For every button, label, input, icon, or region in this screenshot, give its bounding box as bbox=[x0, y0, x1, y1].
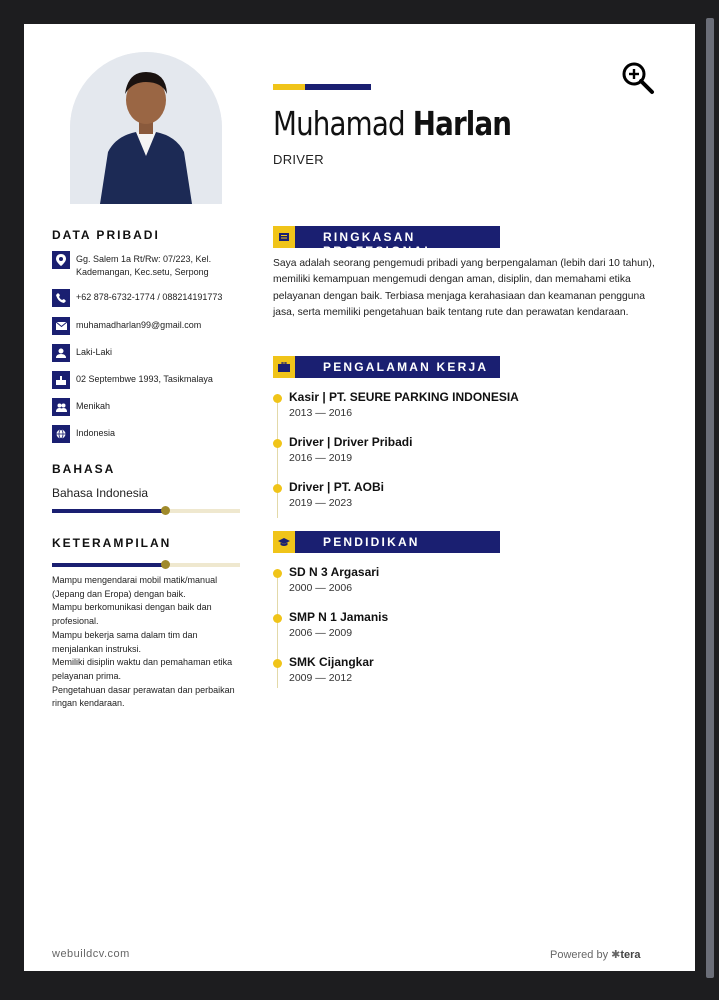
contact-email bbox=[52, 317, 242, 335]
experience-dates: 2013 — 2016 bbox=[289, 407, 353, 419]
skill-item: Mampu bekerja sama dalam tim dan menjalankan instruksi. bbox=[52, 629, 198, 654]
last-name: Harlan bbox=[412, 104, 512, 143]
tera-brand: tera bbox=[620, 949, 641, 961]
skill-level-dot bbox=[161, 560, 170, 569]
timeline-dot bbox=[273, 614, 282, 623]
nationality-text: Indonesia bbox=[76, 428, 116, 438]
profile-photo bbox=[70, 52, 222, 204]
zoom-in-icon[interactable] bbox=[620, 60, 656, 96]
globe-icon bbox=[52, 425, 70, 443]
bahasa-heading: BAHASA bbox=[52, 462, 116, 476]
contact-nationality bbox=[52, 425, 242, 443]
skill-item: Pengetahuan dasar perawatan dan perbaikan ringan kendaraan. bbox=[52, 684, 235, 709]
pendidikan-header bbox=[273, 531, 500, 553]
timeline-dot bbox=[273, 439, 282, 448]
experience-dates: 2016 — 2019 bbox=[289, 452, 353, 464]
language-level-dot bbox=[161, 506, 170, 515]
skill-level-bar bbox=[52, 563, 240, 567]
accent-bar-navy bbox=[305, 84, 371, 90]
skill-item: Mampu mengendarai mobil matik/manual (Jepang dan Eropa) dengan baik. bbox=[52, 575, 218, 599]
powered-by-label: Powered by bbox=[550, 949, 609, 961]
timeline-dot bbox=[273, 394, 282, 403]
first-name: Muhamad bbox=[273, 104, 405, 143]
education-title: SMP N 1 Jamanis bbox=[289, 610, 389, 624]
experience-dates: 2019 — 2023 bbox=[289, 497, 353, 509]
pengalaman-title: PENGALAMAN KERJA bbox=[323, 360, 489, 374]
ringkasan-header bbox=[273, 226, 500, 258]
pendidikan-title: PENDIDIKAN bbox=[323, 535, 420, 549]
briefcase-icon bbox=[273, 356, 295, 378]
experience-title: Driver | PT. AOBi bbox=[289, 480, 384, 494]
scrollbar[interactable] bbox=[706, 18, 714, 978]
education-title: SMK Cijangkar bbox=[289, 655, 374, 669]
graduation-cap-icon bbox=[273, 531, 295, 553]
experience-timeline-line bbox=[277, 394, 278, 518]
summary-icon bbox=[273, 226, 295, 248]
contact-phone bbox=[52, 289, 242, 307]
gender-text: Laki-Laki bbox=[76, 347, 113, 357]
footer-site-link[interactable]: webuildcv.com bbox=[52, 948, 130, 960]
summary-text: Saya adalah seorang pengemudi pribadi yang berpengalaman (lebih dari 10 tahun), memiliki kemampuan mengemudi dengan aman, disiplin, dan memahami etika pelayanan dengan baik. Terbiasa menjaga kerahasiaan dan keamanan pengguna jasa, serta memiliki pengetahuan baik tentang rute dan perawatan kendaraan. bbox=[273, 258, 655, 318]
job-title: DRIVER bbox=[273, 152, 324, 167]
contact-birth bbox=[52, 371, 242, 389]
ringkasan-title: RINGKASAN PROFESIONAL bbox=[323, 230, 434, 258]
email-text: muhamadharlan99@gmail.com bbox=[76, 320, 202, 330]
contact-gender bbox=[52, 344, 242, 362]
education-dates: 2006 — 2009 bbox=[289, 627, 353, 639]
education-dates: 2009 — 2012 bbox=[289, 672, 353, 684]
phone-icon bbox=[52, 289, 70, 307]
pengalaman-header bbox=[273, 356, 500, 378]
experience-title: Driver | Driver Pribadi bbox=[289, 435, 413, 449]
skill-item: Memiliki disiplin waktu dan pemahaman etika pelayanan prima. bbox=[52, 657, 233, 681]
timeline-dot bbox=[273, 569, 282, 578]
skills-list bbox=[52, 574, 242, 711]
person-icon bbox=[52, 344, 70, 362]
people-icon bbox=[52, 398, 70, 416]
language-name: Bahasa Indonesia bbox=[52, 486, 149, 500]
timeline-dot bbox=[273, 484, 282, 493]
experience-title: Kasir | PT. SEURE PARKING INDONESIA bbox=[289, 390, 519, 404]
language-level-fill bbox=[52, 509, 165, 513]
data-pribadi-heading: DATA PRIBADI bbox=[52, 228, 160, 242]
education-timeline-line bbox=[277, 569, 278, 688]
contact-address bbox=[52, 251, 242, 279]
tera-logo-icon: ✱ bbox=[611, 949, 621, 961]
skill-level-fill bbox=[52, 563, 165, 567]
keterampilan-heading: KETERAMPILAN bbox=[52, 536, 172, 550]
birthday-cake-icon bbox=[52, 371, 70, 389]
cv-page bbox=[24, 24, 695, 971]
email-icon bbox=[52, 317, 70, 335]
birth-text: 02 Septembwe 1993, Tasikmalaya bbox=[76, 374, 213, 384]
address-text: Gg. Salem 1a Rt/Rw: 07/223, Kel. Kademangan, Kec.setu, Serpong bbox=[76, 254, 212, 277]
skill-item: Mampu berkomunikasi dengan baik dan profesional. bbox=[52, 602, 212, 627]
education-title: SD N 3 Argasari bbox=[289, 565, 380, 579]
marital-text: Menikah bbox=[76, 401, 111, 411]
location-pin-icon bbox=[52, 251, 70, 269]
timeline-dot bbox=[273, 659, 282, 668]
footer-powered-by bbox=[550, 948, 641, 961]
contact-marital bbox=[52, 398, 242, 416]
full-name bbox=[273, 104, 511, 143]
language-level-bar bbox=[52, 509, 240, 513]
phone-text: +62 878-6732-1774 / 088214191773 bbox=[76, 292, 223, 302]
accent-bar-yellow bbox=[273, 84, 305, 90]
education-dates: 2000 — 2006 bbox=[289, 582, 353, 594]
